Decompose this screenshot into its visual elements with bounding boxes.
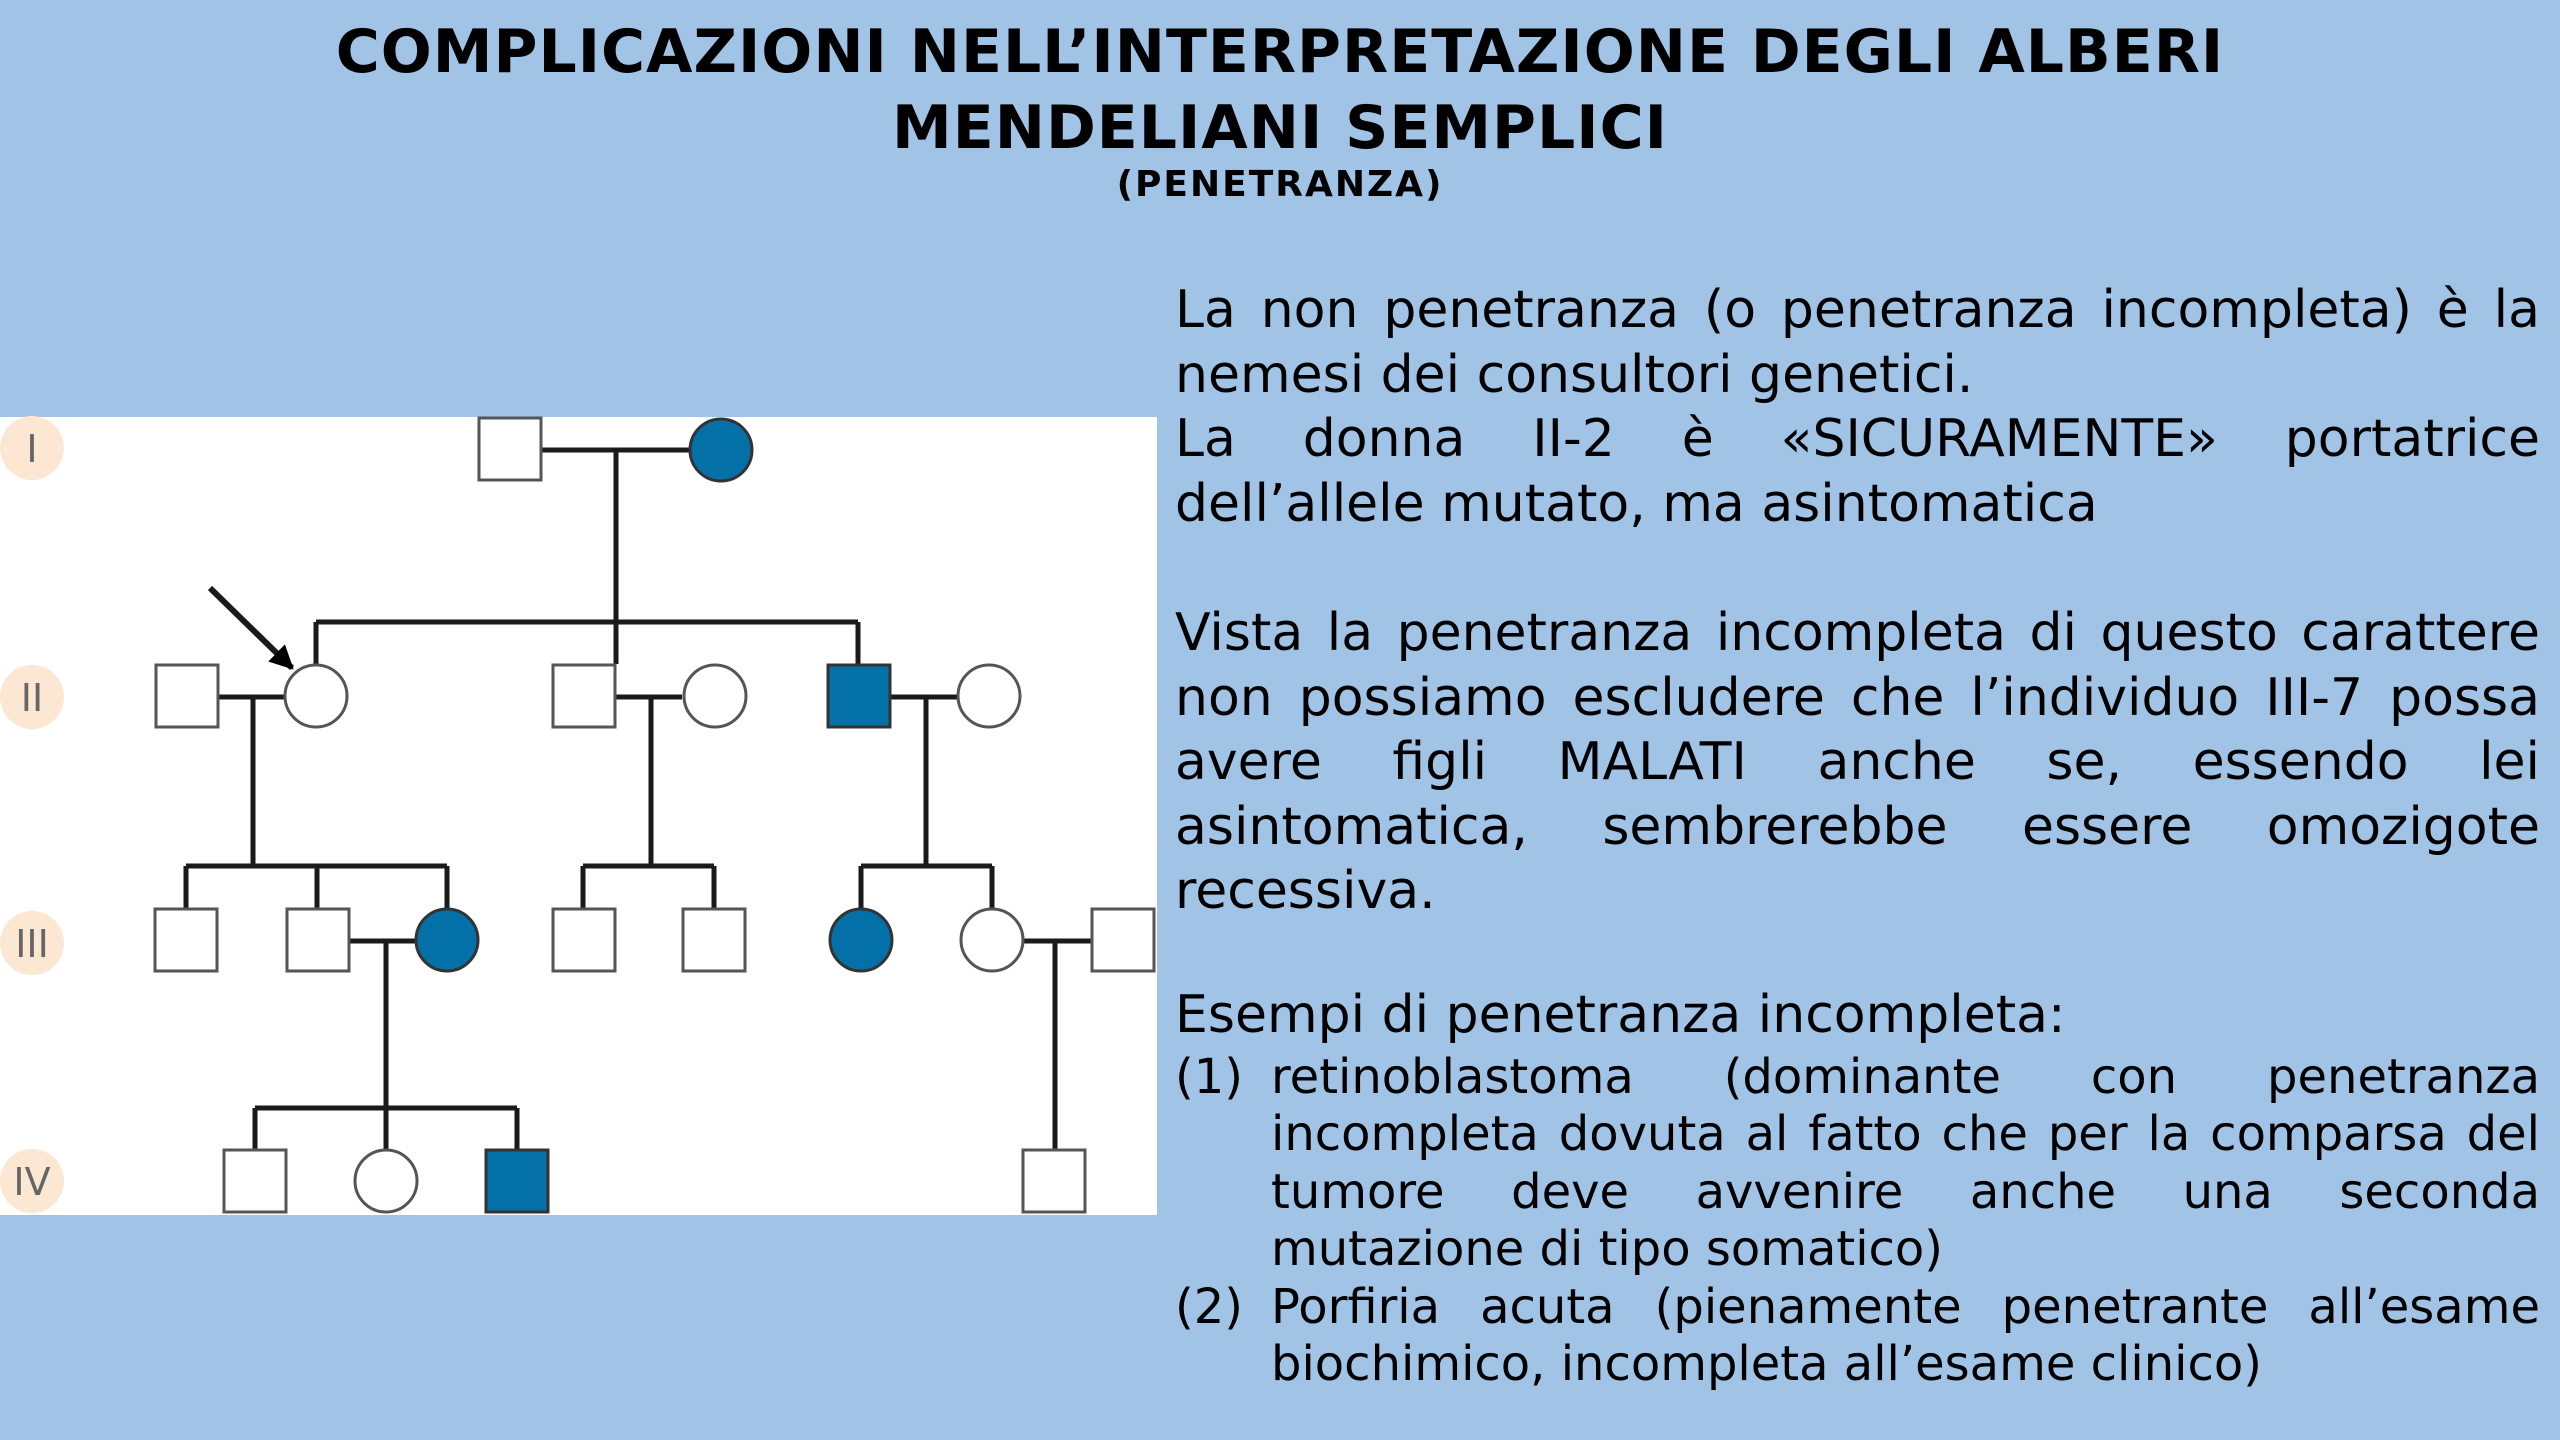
- example-item: [1175, 1279, 2540, 1394]
- svg-text:II: II: [20, 676, 44, 720]
- individual-I-1-male: [479, 418, 541, 480]
- incomplete-penetrance-text: [1175, 601, 2540, 924]
- paragraph-carrier: La donna II-2 è «SICURAMENTE» portatrice dell’allele mutato, ma asintomatica: [1175, 409, 2540, 534]
- individual-II-2-female-proband: [285, 665, 347, 727]
- individual-III-4-male: [553, 909, 615, 971]
- intro-text: [1175, 278, 2540, 536]
- svg-text:III: III: [15, 922, 49, 966]
- slide-subtitle: (PENETRANZA): [1116, 164, 1444, 205]
- individual-II-3-male: [553, 665, 615, 727]
- pedigree-background: [0, 417, 1157, 1215]
- slide-title-line-2: MENDELIANI SEMPLICI: [892, 93, 1668, 163]
- paragraph-non-penetrance: La non penetranza (o penetranza incompleta) è la nemesi dei consultori genetici.: [1175, 280, 2540, 405]
- example-text: retinoblastoma (dominante con penetranza incompleta dovuta al fatto che per la comparsa del tumore deve avvenire anche una seconda mutazione di tipo somatico): [1271, 1049, 2540, 1277]
- individual-III-2-male: [287, 909, 349, 971]
- individual-III-8-male: [1092, 909, 1154, 971]
- individual-III-7-female: [961, 909, 1023, 971]
- individual-IV-3-male-affected: [486, 1150, 548, 1212]
- individual-I-2-female-affected: [690, 419, 752, 481]
- generation-label-1: [0, 416, 64, 480]
- individual-II-6-female: [958, 665, 1020, 727]
- individual-IV-1-male: [224, 1150, 286, 1212]
- example-item: [1175, 1049, 2540, 1278]
- example-number: (2): [1175, 1279, 1243, 1335]
- svg-text:IV: IV: [13, 1160, 51, 1204]
- individual-III-3-female-affected: [416, 909, 478, 971]
- individual-III-5-male: [683, 909, 745, 971]
- example-text: Porfiria acuta (pienamente penetrante all’esame biochimico, incompleta all’esame clinico): [1271, 1279, 2540, 1393]
- svg-text:I: I: [26, 427, 38, 471]
- generation-label-2: [0, 665, 64, 729]
- generation-label-4: [0, 1149, 64, 1213]
- slide-title-line-1: COMPLICAZIONI NELL’INTERPRETAZIONE DEGLI ALBERI: [335, 17, 2225, 87]
- individual-II-1-male: [156, 665, 218, 727]
- example-number: (1): [1175, 1049, 1243, 1105]
- individual-IV-2-female: [355, 1150, 417, 1212]
- individual-III-6-female-affected: [830, 909, 892, 971]
- paragraph-individual-III-7: Vista la penetranza incompleta di questo carattere non possiamo escludere che l’individuo III-7 possa avere figli MALATI anche se, essendo lei asintomatica, sembrerebbe essere omozigote recessiva.: [1175, 603, 2540, 921]
- pedigree-chart: [0, 0, 1160, 1440]
- individual-II-4-female: [684, 665, 746, 727]
- individual-II-5-male-affected: [828, 665, 890, 727]
- individual-III-1-male: [155, 909, 217, 971]
- examples-heading: Esempi di penetranza incompleta:: [1175, 985, 2066, 1045]
- generation-label-3: [0, 911, 64, 975]
- individual-IV-4-male: [1023, 1150, 1085, 1212]
